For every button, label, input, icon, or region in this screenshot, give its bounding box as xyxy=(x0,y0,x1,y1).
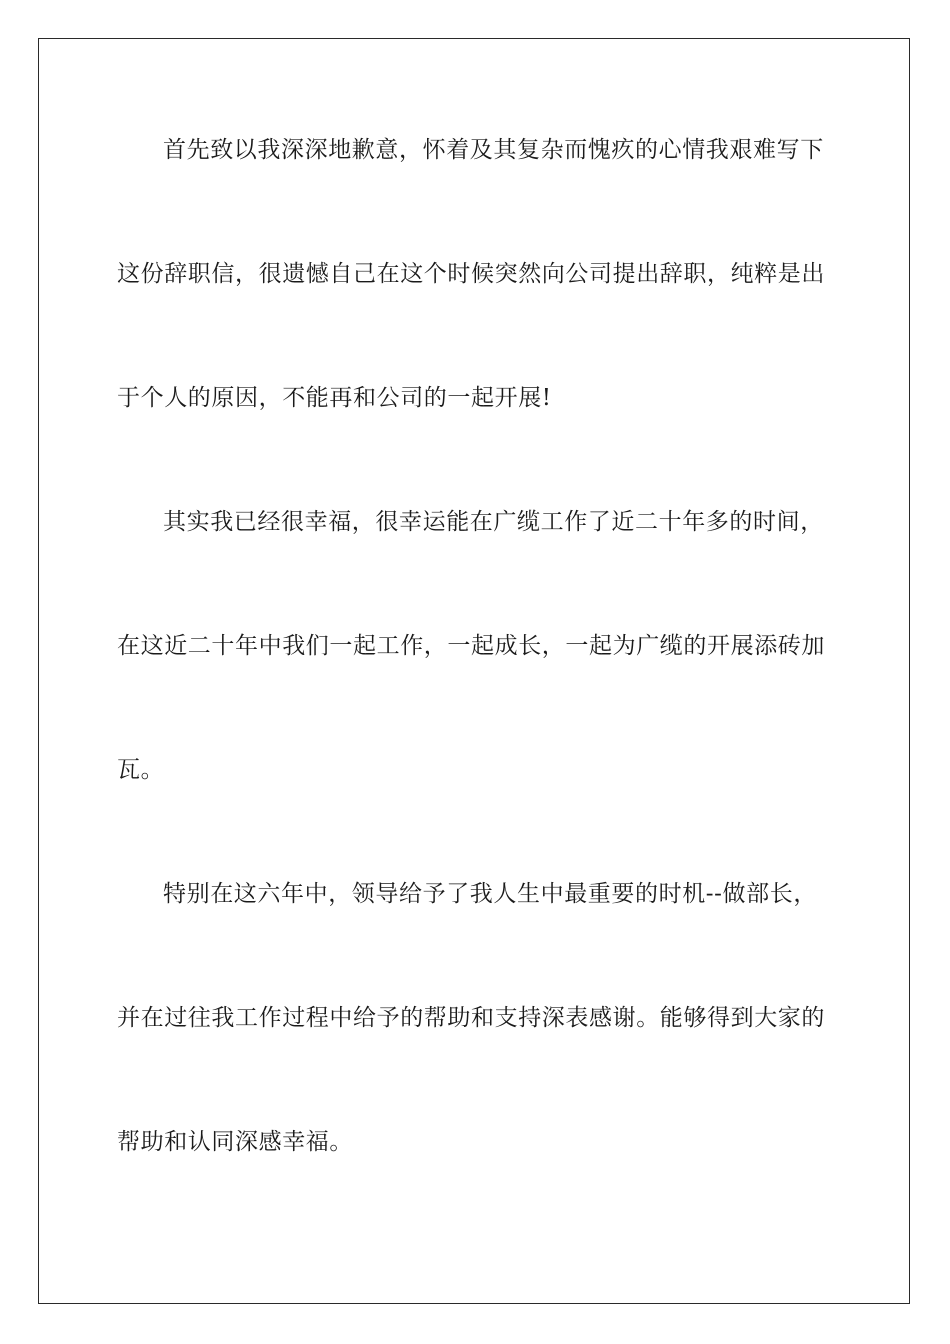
paragraph-1-line-3: 于个人的原因，不能再和公司的一起开展! xyxy=(117,385,552,411)
paragraph-3-line-2: 并在过往我工作过程中给予的帮助和支持深表感谢。能够得到大家的 xyxy=(117,1005,825,1031)
paragraph-3-line-3: 帮助和认同深感幸福。 xyxy=(117,1129,353,1155)
paragraph-3-line-1: 特别在这六年中，领导给予了我人生中最重要的时机--做部长， xyxy=(163,881,817,907)
paragraph-2-line-3: 瓦。 xyxy=(117,757,165,783)
paragraph-2-line-2: 在这近二十年中我们一起工作，一起成长，一起为广缆的开展添砖加 xyxy=(117,633,825,659)
paragraph-2-line-1: 其实我已经很幸福，很幸运能在广缆工作了近二十年多的时间， xyxy=(163,509,824,535)
page-border xyxy=(38,38,910,1304)
paragraph-1-line-2: 这份辞职信，很遗憾自己在这个时候突然向公司提出辞职，纯粹是出 xyxy=(117,261,825,287)
paragraph-1-line-1: 首先致以我深深地歉意，怀着及其复杂而愧疚的心情我艰难写下 xyxy=(163,137,824,163)
